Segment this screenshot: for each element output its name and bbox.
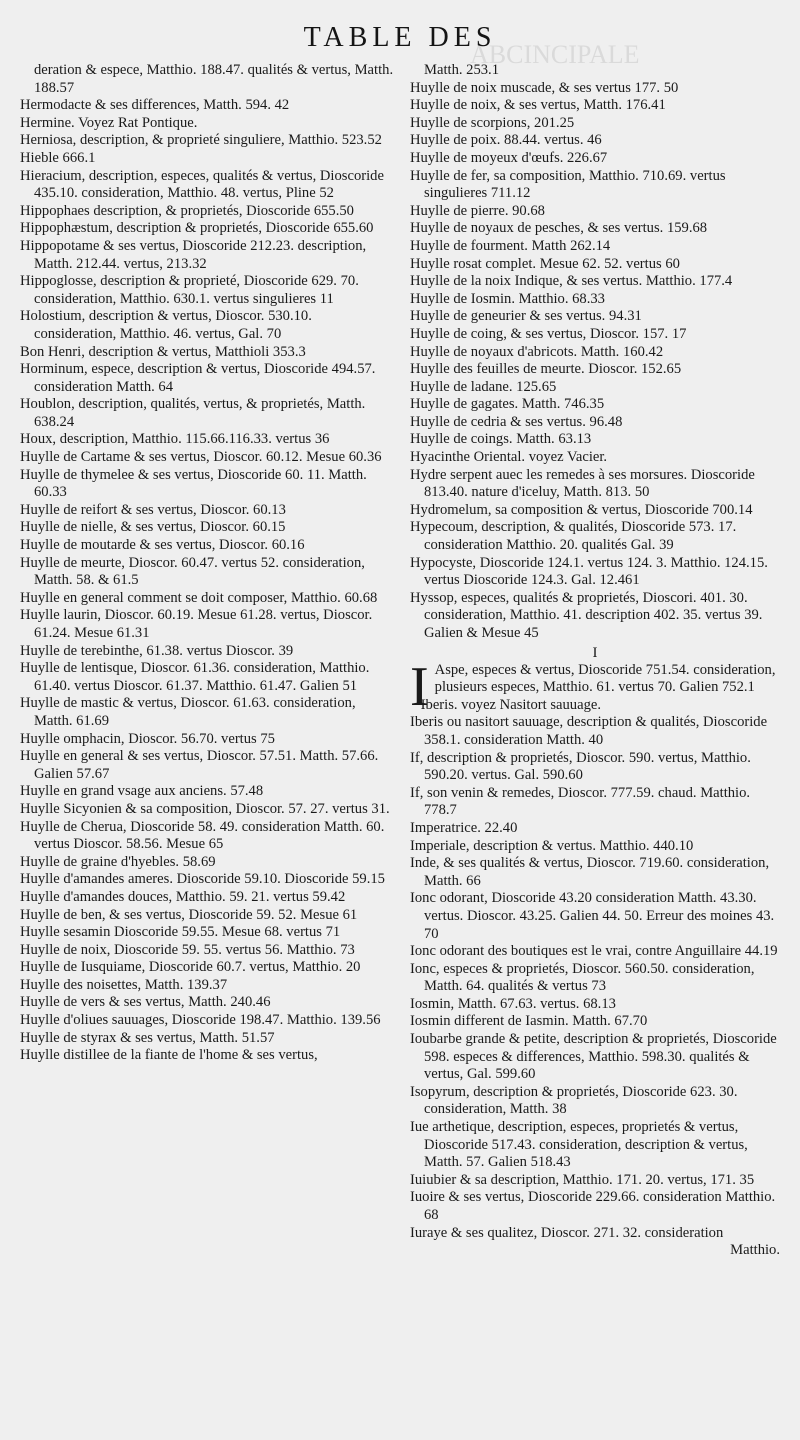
index-entry-text: Houblon, description, qualités, vertus, & proprietés, Matth. 638.24 xyxy=(20,396,366,430)
index-entry xyxy=(20,344,395,362)
index-entry-text: Houx, description, Matthio. 115.66.116.33. vertus 36 xyxy=(20,431,330,448)
index-entry-text: Huylle laurin, Dioscor. 60.19. Mesue 61.28. vertus, Dioscor. 61.24. Mesue 61.31 xyxy=(20,607,373,641)
index-entry-text: Hermodacte & ses differences, Matth. 594. 42 xyxy=(20,97,290,114)
index-entry-text: Huylle de meurte, Dioscor. 60.47. vertus 52. consideration, Matth. 58. & 61.5 xyxy=(20,554,365,589)
index-entry xyxy=(20,1030,395,1048)
index-entry xyxy=(410,785,780,820)
index-entry xyxy=(410,291,780,309)
index-entry xyxy=(410,714,780,749)
index-entry xyxy=(410,220,780,238)
index-entry-text: Iosmin different de Iasmin. Matth. 67.70 xyxy=(410,1013,648,1030)
index-entry-text: Huylle de Iosmin. Matthio. 68.33 xyxy=(410,290,605,307)
index-entry xyxy=(410,697,780,715)
index-entry xyxy=(20,783,395,801)
index-entry xyxy=(20,220,395,238)
index-entry xyxy=(20,308,395,343)
index-entry-text: Huylle de gagates. Matth. 746.35 xyxy=(410,396,605,413)
index-entry xyxy=(410,414,780,432)
index-entry xyxy=(20,1047,395,1065)
right-column xyxy=(410,62,780,1260)
index-entry xyxy=(410,238,780,256)
index-entry xyxy=(20,396,395,431)
index-entry-text: Bon Henri, description & vertus, Matthioli 353.3 xyxy=(20,343,306,360)
index-entry xyxy=(410,502,780,520)
index-entry xyxy=(410,256,780,274)
index-entry xyxy=(20,590,395,608)
right-column-h-entries xyxy=(410,62,780,643)
index-entry xyxy=(410,203,780,221)
index-entry xyxy=(410,308,780,326)
index-entry-text: Huylle de fer, sa composition, Matthio. 710.69. vertus singulieres 711.12 xyxy=(410,167,726,202)
index-entry-text: Iuraye & ses qualitez, Dioscor. 271. 32. consideration xyxy=(410,1224,724,1241)
index-entry xyxy=(20,555,395,590)
index-entry-text: If, son venin & remedes, Dioscor. 777.59. chaud. Matthio. 778.7 xyxy=(410,784,751,819)
index-entry xyxy=(410,890,780,943)
index-entry xyxy=(20,748,395,783)
index-entry xyxy=(410,855,780,890)
index-entry-text: Huylle de fourment. Matth 262.14 xyxy=(410,237,611,254)
index-entry xyxy=(20,1012,395,1030)
bleed-through-text: ABCINCIPALE xyxy=(470,40,640,69)
index-entry xyxy=(20,924,395,942)
index-entry xyxy=(20,643,395,661)
index-entry xyxy=(410,97,780,115)
index-entry-text: Huylle des noisettes, Matth. 139.37 xyxy=(20,976,228,993)
index-entry xyxy=(410,838,780,856)
index-entry-text: Hieracium, description, especes, qualités & vertus, Dioscoride 435.10. consideration, Matthio. 48. vertus, Pline 52 xyxy=(20,167,384,202)
index-entry xyxy=(410,379,780,397)
index-entry-text: Hypecoum, description, & qualités, Dioscoride 573. 17. consideration Matthio. 20. qualités Gal. 39 xyxy=(410,519,737,554)
index-entry xyxy=(20,819,395,854)
index-entry-text: Huylle des feuilles de meurte. Dioscor. 152.65 xyxy=(410,361,682,378)
index-entry xyxy=(410,326,780,344)
index-entry xyxy=(20,97,395,115)
index-entry-text: Iosmin, Matth. 67.63. vertus. 68.13 xyxy=(410,995,616,1012)
index-entry xyxy=(20,519,395,537)
index-entry xyxy=(20,467,395,502)
index-entry xyxy=(410,431,780,449)
index-entry xyxy=(20,994,395,1012)
index-entry xyxy=(20,695,395,730)
drop-cap: I xyxy=(410,655,429,718)
index-entry-text: deration & espece, Matthio. 188.47. qualités & vertus, Matth. 188.57 xyxy=(34,62,394,96)
index-entry-text: Matth. 253.1 xyxy=(424,62,499,78)
index-entry-text: Iuoire & ses vertus, Dioscoride 229.66. consideration Matthio. 68 xyxy=(410,1189,776,1223)
index-entry-text: Huylle de noix, Dioscoride 59. 55. vertus 56. Matthio. 73 xyxy=(20,941,355,958)
index-entry xyxy=(20,854,395,872)
index-entry-text: Hippoglosse, description & proprieté, Dioscoride 629. 70. consideration, Matthio. 630.1. vertus singulieres 11 xyxy=(20,273,359,307)
index-entry xyxy=(410,344,780,362)
index-entry xyxy=(20,203,395,221)
index-entry-text: Huylle d'amandes douces, Matthio. 59. 21. vertus 59.42 xyxy=(20,888,346,905)
index-entry xyxy=(20,537,395,555)
index-entry-text: Huylle de lentisque, Dioscor. 61.36. consideration, Matthio. 61.40. vertus Dioscor. 61.37. Matthio. 61.47. Galien 51 xyxy=(20,660,370,694)
index-entry xyxy=(20,977,395,995)
index-entry xyxy=(410,273,780,291)
index-entry-text: Huylle de coings. Matth. 63.13 xyxy=(410,431,592,448)
index-entry xyxy=(410,820,780,838)
index-entry-text: Huylle de noyaux d'abricots. Matth. 160.42 xyxy=(410,343,664,360)
index-entry-text: Huylle de la noix Indique, & ses vertus. Matthio. 177.4 xyxy=(410,273,733,290)
index-entry-text: Herniosa, description, & proprieté singuliere, Matthio. 523.52 xyxy=(20,132,382,149)
index-entry xyxy=(410,1172,780,1190)
index-entry xyxy=(20,502,395,520)
index-entry-text: Huylle de graine d'hyebles. 58.69 xyxy=(20,853,216,870)
index-entry-text: Horminum, espece, description & vertus, Dioscoride 494.57. consideration Matth. 64 xyxy=(20,361,376,395)
index-entry-text: Huylle de noyaux de pesches, & ses vertus. 159.68 xyxy=(410,220,708,237)
index-entry-text: Huylle de terebinthe, 61.38. vertus Dioscor. 39 xyxy=(20,642,294,659)
index-entry xyxy=(410,168,780,203)
index-entry-text: Inde, & ses qualités & vertus, Dioscor. 719.60. consideration, Matth. 66 xyxy=(410,855,770,889)
index-entry-text: Huylle de Cartame & ses vertus, Dioscor. 60.12. Mesue 60.36 xyxy=(20,449,382,466)
index-entry xyxy=(20,238,395,273)
index-entry xyxy=(20,449,395,467)
index-entry-text: Hippophaes description, & proprietés, Dioscoride 655.50 xyxy=(20,202,354,219)
index-entry-text: Huylle de noix muscade, & ses vertus 177. 50 xyxy=(410,79,679,96)
index-entry-text: Huylle de moutarde & ses vertus, Dioscor. 60.16 xyxy=(20,537,305,554)
index-entry xyxy=(20,731,395,749)
index-entry-text: Huylle de reifort & ses vertus, Dioscor. 60.13 xyxy=(20,501,286,518)
index-entry xyxy=(20,607,395,642)
index-entry xyxy=(20,150,395,168)
index-entry-text: Huylle distillee de la fiante de l'home & ses vertus, xyxy=(20,1047,318,1064)
index-entry xyxy=(410,150,780,168)
index-entry-text: Ionc, especes & proprietés, Dioscor. 560.50. consideration, Matth. 64. qualités & vertus 73 xyxy=(410,960,755,995)
index-entry-text: Huylle de moyeux d'œufs. 226.67 xyxy=(410,149,608,166)
index-entry-text: Holostium, description & vertus, Dioscor. 530.10. consideration, Matthio. 46. vertus, Gal. 70 xyxy=(20,308,312,342)
index-entry-text: Aspe, especes & vertus, Dioscoride 751.54. consideration, plusieurs especes, Matthio. 61. vertus 70. Galien 752.1 xyxy=(434,661,776,696)
index-entry-text: Huylle en general comment se doit composer, Matthio. 60.68 xyxy=(20,589,378,606)
index-entry-text: Ioubarbe grande & petite, description & proprietés, Dioscoride 598. especes & differences, Matthio. 598.30. qualités & vertus, Gal. 599.60 xyxy=(410,1031,777,1083)
index-entry-text: Huylle de noix, & ses vertus, Matth. 176.41 xyxy=(410,97,666,114)
index-entry-text: Hieble 666.1 xyxy=(20,149,96,166)
page-header: TABLE DES xyxy=(303,22,497,53)
index-entry-text: If, description & proprietés, Dioscor. 590. vertus, Matthio. 590.20. vertus. Gal. 590.60 xyxy=(410,749,751,784)
index-entry xyxy=(410,449,780,467)
index-entry-text: Huylle de poix. 88.44. vertus. 46 xyxy=(410,132,602,149)
section-letter: I xyxy=(592,644,598,661)
index-entry-text: Huylle en grand vsage aux anciens. 57.48 xyxy=(20,783,264,800)
index-entry-text: Huylle de scorpions, 201.25 xyxy=(410,114,575,131)
index-entry-text: Ionc odorant, Dioscoride 43.20 consideration Matth. 43.30. vertus. Dioscor. 43.25. Galien 44. 50. Erreur des moines 43. 70 xyxy=(410,890,775,942)
index-entry xyxy=(410,961,780,996)
index-entry-text: Huylle en general & ses vertus, Dioscor. 57.51. Matth. 57.66. Galien 57.67 xyxy=(20,748,379,782)
index-entry-text: Hyssop, especes, qualités & proprietés, Dioscori. 401. 30. consideration, Matthio. 41. description 402. 35. vertus 39. Galien & Mesue 45 xyxy=(410,589,763,641)
index-entry-text: Huylle rosat complet. Mesue 62. 52. vertus 60 xyxy=(410,255,680,272)
index-entry xyxy=(410,467,780,502)
index-entry xyxy=(410,555,780,590)
index-entry-text: Hippopotame & ses vertus, Dioscoride 212.23. description, Matth. 212.44. vertus, 213.32 xyxy=(20,237,367,272)
index-entry-text: Hypocyste, Dioscoride 124.1. vertus 124. 3. Matthio. 124.15. vertus Dioscoride 124.3. Gal. 12.461 xyxy=(410,554,768,589)
index-entry xyxy=(410,1031,780,1084)
index-entry xyxy=(20,431,395,449)
index-entry-text: Ionc odorant des boutiques est le vrai, contre Anguillaire 44.19 xyxy=(410,943,778,960)
index-entry xyxy=(410,590,780,643)
index-entry-text: Huylle de coing, & ses vertus, Dioscor. 157. 17 xyxy=(410,325,687,342)
index-entry xyxy=(410,80,780,98)
index-entry-text: Huylle de styrax & ses vertus, Matth. 51.57 xyxy=(20,1029,275,1046)
index-entry-text: Isopyrum, description & proprietés, Dioscoride 623. 30. consideration, Matth. 38 xyxy=(410,1083,738,1118)
index-entry-text: Huylle de ladane. 125.65 xyxy=(410,378,557,395)
index-entry xyxy=(410,1013,780,1031)
index-entry xyxy=(410,115,780,133)
index-entry xyxy=(20,871,395,889)
index-entry-text: Huylle de Iusquiame, Dioscoride 60.7. vertus, Matthio. 20 xyxy=(20,959,361,976)
index-entry xyxy=(410,519,780,554)
index-entry-text: Huylle de nielle, & ses vertus, Dioscor. 60.15 xyxy=(20,519,286,536)
index-entry xyxy=(410,361,780,379)
index-entry xyxy=(20,115,395,133)
index-entry-text: Iberis. voyez Nasitort sauuage. xyxy=(420,696,601,713)
index-entry-text: Huylle de cedria & ses vertus. 96.48 xyxy=(410,413,623,430)
index-entry xyxy=(410,1242,780,1260)
index-entry-text: Matthio. xyxy=(730,1242,780,1259)
index-entry xyxy=(410,1119,780,1172)
index-entry xyxy=(20,168,395,203)
index-entry-text: Hydre serpent auec les remedes à ses morsures. Dioscoride 813.40. nature d'iceluy, Matth. 813. 50 xyxy=(410,466,755,501)
index-entry xyxy=(20,942,395,960)
index-entry xyxy=(410,1189,780,1224)
index-entry-text: Iberis ou nasitort sauuage, description & qualités, Dioscoride 358.1. consideration Matth. 40 xyxy=(410,714,768,748)
right-column-i-entries xyxy=(410,655,780,1260)
index-entry-text: Iue arthetique, description, especes, proprietés & vertus, Dioscoride 517.43. consideration, description & vertus, Matth. 57. Galien 518.43 xyxy=(410,1119,748,1171)
index-entry xyxy=(410,396,780,414)
index-entry-text: Hyacinthe Oriental. voyez Vacier. xyxy=(410,449,608,466)
index-entry xyxy=(410,132,780,150)
index-entry-text: Huylle de Cherua, Dioscoride 58. 49. consideration Matth. 60. vertus Dioscor. 58.56. Mesue 65 xyxy=(20,818,385,853)
index-entry-text: Huylle de geneurier & ses vertus. 94.31 xyxy=(410,308,642,325)
left-column xyxy=(20,62,395,1065)
index-entry-text: Huylle d'amandes ameres. Dioscoride 59.10. Dioscoride 59.15 xyxy=(20,871,385,888)
index-entry xyxy=(20,907,395,925)
index-entry-text: Huylle de ben, & ses vertus, Dioscoride 59. 52. Mesue 61 xyxy=(20,906,358,923)
index-entry-text: Hermine. Voyez Rat Pontique. xyxy=(20,114,198,131)
index-entry xyxy=(410,1225,780,1243)
index-entry-text: Hippophæstum, description & proprietés, Dioscoride 655.60 xyxy=(20,220,374,237)
index-entry xyxy=(20,132,395,150)
index-entry xyxy=(410,943,780,961)
index-entry xyxy=(20,660,395,695)
index-entry-text: Huylle de thymelee & ses vertus, Dioscoride 60. 11. Matth. 60.33 xyxy=(20,466,367,501)
index-entry-text: Imperiale, description & vertus. Matthio. 440.10 xyxy=(410,837,694,854)
index-entry-text: Huylle de mastic & vertus, Dioscor. 61.63. consideration, Matth. 61.69 xyxy=(20,695,356,729)
index-entry xyxy=(410,62,780,80)
index-entry-text: Hydromelum, sa composition & vertus, Dioscoride 700.14 xyxy=(410,501,753,518)
index-entry-text: Huylle Sicyonien & sa composition, Dioscor. 57. 27. vertus 31. xyxy=(20,800,390,817)
index-entry xyxy=(410,1084,780,1119)
index-entry-text: Huylle d'oliues sauuages, Dioscoride 198.47. Matthio. 139.56 xyxy=(20,1012,381,1029)
index-entry xyxy=(20,62,395,97)
index-entry xyxy=(20,361,395,396)
index-entry-text: Huylle sesamin Dioscoride 59.55. Mesue 68. vertus 71 xyxy=(20,924,341,941)
index-entry-text: Iuiubier & sa description, Matthio. 171. 20. vertus, 171. 35 xyxy=(410,1171,755,1188)
index-entry xyxy=(20,801,395,819)
index-entry xyxy=(20,273,395,308)
index-entry-text: Huylle de pierre. 90.68 xyxy=(410,202,545,219)
index-entry-text: Huylle omphacin, Dioscor. 56.70. vertus 75 xyxy=(20,730,275,747)
index-entry xyxy=(20,889,395,907)
index-entry xyxy=(410,750,780,785)
index-entry xyxy=(410,996,780,1014)
index-entry xyxy=(20,959,395,977)
index-entry-text: Imperatrice. 22.40 xyxy=(410,819,518,836)
index-entry-text: Huylle de vers & ses vertus, Matth. 240.46 xyxy=(20,994,271,1011)
